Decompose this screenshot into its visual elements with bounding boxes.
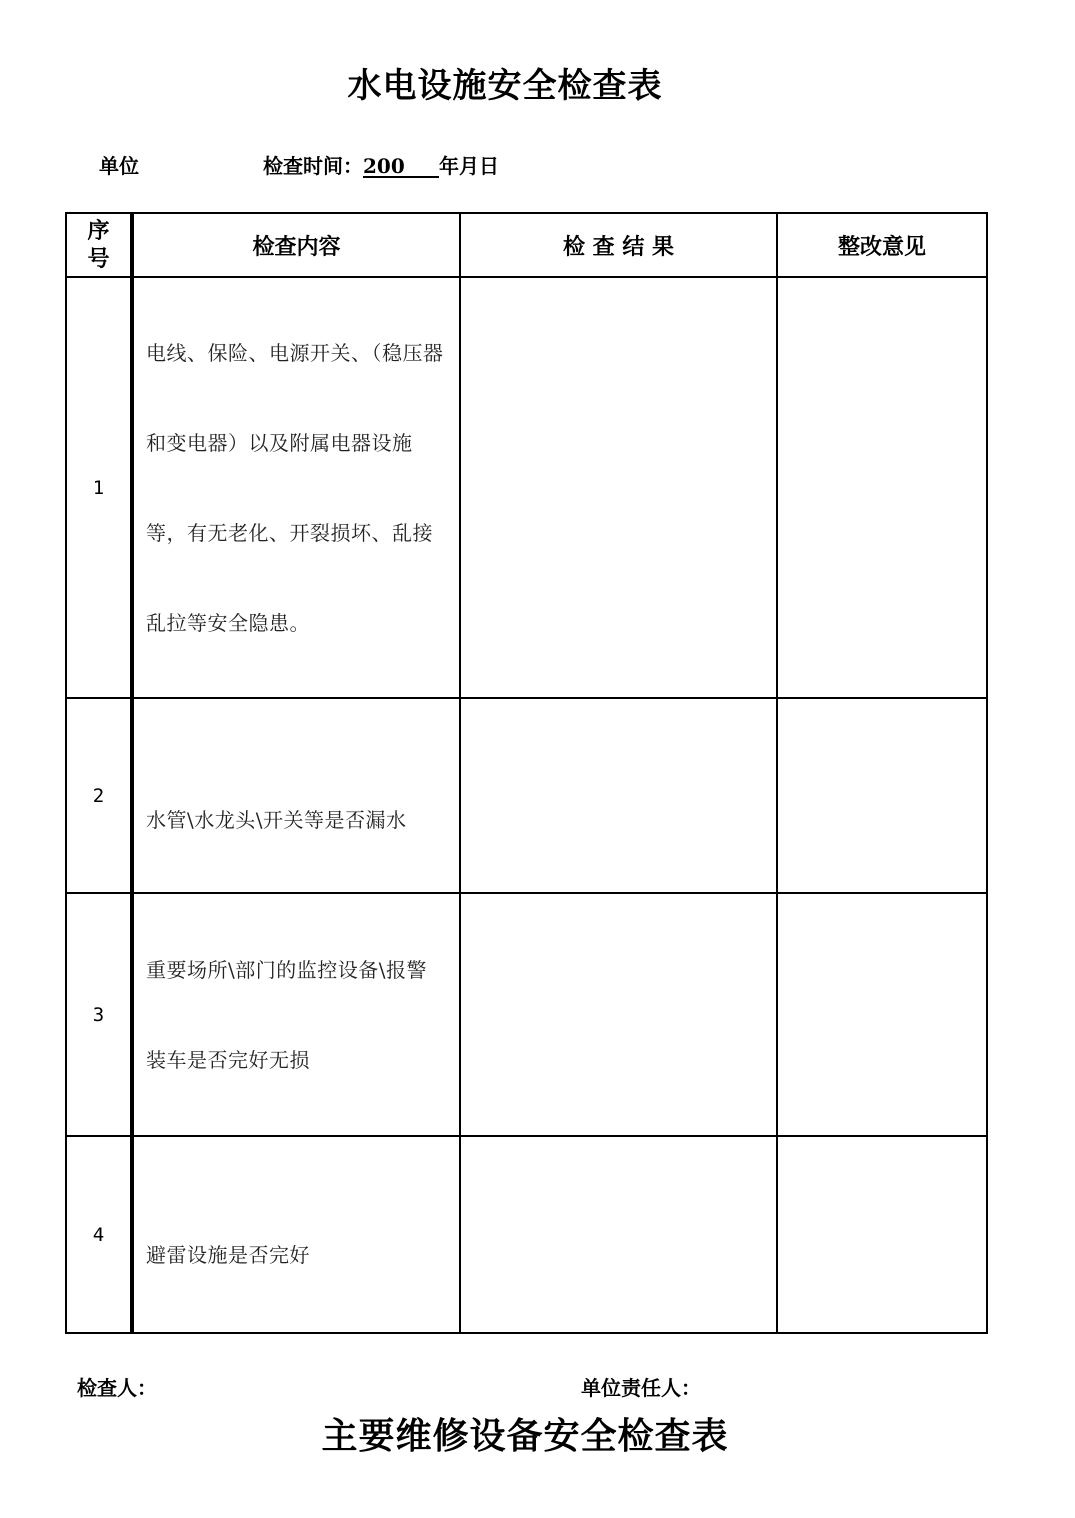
inspector-label: 检查人： [77, 1376, 157, 1400]
row-opinion-cell[interactable] [777, 1136, 987, 1333]
inspection-table [65, 212, 988, 1334]
row-content: 避雷设施是否完好 [132, 1136, 460, 1333]
row-index: 4 [66, 1136, 132, 1333]
row-index: 1 [66, 277, 132, 698]
next-page-title: 主要维修设备安全检查表 [321, 1415, 729, 1457]
row-content: 电线、保险、电源开关、（稳压器和变电器）以及附属电器设施等，有无老化、开裂损坏、乱接乱拉等安全隐患。 [132, 277, 460, 698]
unit-label: 单位 [99, 154, 139, 178]
row-opinion-cell[interactable] [777, 277, 987, 698]
row-index: 3 [66, 893, 132, 1136]
header-result: 检 查 结 果 [460, 213, 777, 277]
header-content: 检查内容 [132, 213, 460, 277]
year-value: 200 [363, 156, 439, 178]
row-result-cell[interactable] [460, 698, 777, 893]
page-title: 水电设施安全检查表 [347, 66, 663, 106]
row-opinion-cell[interactable] [777, 893, 987, 1136]
table-row [66, 893, 987, 1136]
table-row [66, 1136, 987, 1333]
date-suffix: 年月日 [439, 154, 499, 178]
row-content: 重要场所\部门的监控设备\报警装车是否完好无损 [132, 893, 460, 1136]
row-result-cell[interactable] [460, 1136, 777, 1333]
table-header-row [66, 213, 987, 277]
header-index: 序号 [66, 213, 132, 277]
header-opinion: 整改意见 [777, 213, 987, 277]
table-row [66, 277, 987, 698]
row-content: 水管\水龙头\开关等是否漏水 [132, 698, 460, 893]
row-opinion-cell[interactable] [777, 698, 987, 893]
row-result-cell[interactable] [460, 277, 777, 698]
table-row [66, 698, 987, 893]
responsible-label: 单位责任人： [581, 1376, 701, 1400]
inspection-time [263, 150, 499, 179]
row-result-cell[interactable] [460, 893, 777, 1136]
row-index: 2 [66, 698, 132, 893]
inspection-time-label: 检查时间： [263, 154, 363, 178]
